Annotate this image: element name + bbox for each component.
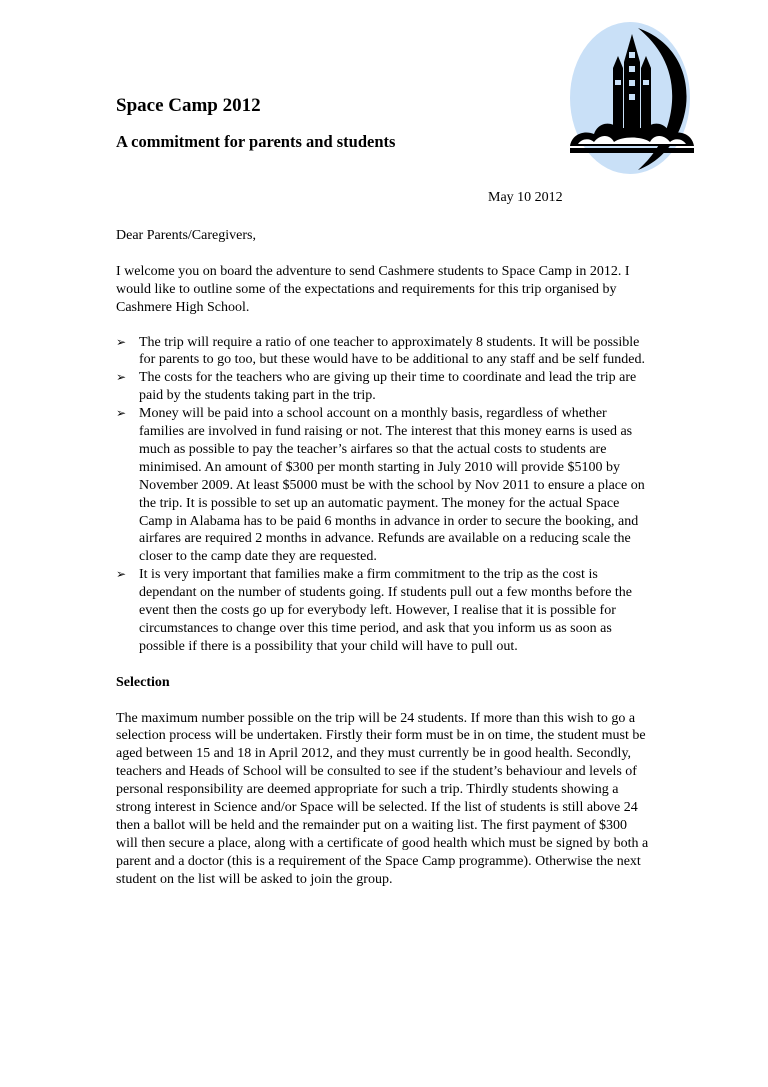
list-item: [116, 566, 651, 656]
list-item-text: The trip will require a ratio of one teacher to approximately 8 students. It will be possible for parents to go too, but these would have to be additional to any staff and be self funded.: [139, 334, 645, 368]
list-item: [116, 334, 651, 370]
letter-body: [116, 227, 651, 906]
requirements-list: [116, 334, 651, 656]
space-shuttle-icon: [568, 22, 696, 174]
document-title: Space Camp 2012: [116, 95, 261, 116]
selection-heading: Selection: [116, 674, 170, 690]
logo-ground: [570, 148, 694, 153]
letter-date: May 10 2012: [488, 190, 563, 205]
letter-intro: I welcome you on board the adventure to send Cashmere students to Space Camp in 2012. I would like to outline some of the expectations and requirements for this trip organised by Cashmere High School.: [116, 263, 630, 315]
arrow-bullet-icon: ➢: [116, 406, 127, 421]
logo-booster-right: [641, 68, 651, 128]
logo-booster-left: [613, 68, 623, 128]
arrow-bullet-icon: ➢: [116, 567, 127, 582]
list-item-text: Money will be paid into a school account on a monthly basis, regardless of whether families are involved in fund raising or not. The interest that this money earns is used as much as possible to pay the teacher’s airfares so that the actual costs to students are minimised. An amount of $300 per month starting in July 2010 will provide $5100 by November 2009. At least $5000 must be with the school by Nov 2011 to ensure a place on the trip. It is possible to set up an automatic payment. The money for the actual Space Camp in Alabama has to be paid 6 months in advance in order to secure the booking, and airfares are required 2 months in advance. Refunds are available on a reducing scale the closer to the camp date they are requested.: [139, 406, 645, 565]
selection-text: The maximum number possible on the trip will be 24 students. If more than this wish to go a selection process will be undertaken. Firstly their form must be in on time, the student must be aged between 15 and 18 in April 2012, and they must currently be in good health. Secondly, teachers and Heads of School will be consulted to see if the student’s behaviour and levels of personal responsibility are deemed appropriate for such a trip. Thirdly students showing a strong interest in Science and/or Space will be selected. If the list of students is still above 24 then a ballot will be held and the remainder put on a waiting list. The first payment of $300 will then secure a place, along with a certificate of good health which must be signed by both a parent and a doctor (this is a requirement of the Space Camp programme). Otherwise the next student on the list will be asked to join the group.: [116, 710, 649, 887]
list-item-text: It is very important that families make a firm commitment to the trip as the cost is dependant on the number of students going. If students pull out a few months before the event then the costs go up for everybody left. However, I realise that it is possible for circumstances to change over this time period, and ask that you inform us as soon as possible if there is a possibility that your child will have to pull out.: [139, 567, 633, 654]
document-subtitle: A commitment for parents and students: [116, 132, 396, 151]
arrow-bullet-icon: ➢: [116, 370, 127, 385]
letter-greeting: Dear Parents/Caregivers,: [116, 228, 256, 243]
list-item: [116, 405, 651, 566]
arrow-bullet-icon: ➢: [116, 334, 127, 349]
list-item: [116, 369, 651, 405]
list-item-text: The costs for the teachers who are giving up their time to coordinate and lead the trip are paid by the students taking part in the trip.: [139, 370, 637, 404]
